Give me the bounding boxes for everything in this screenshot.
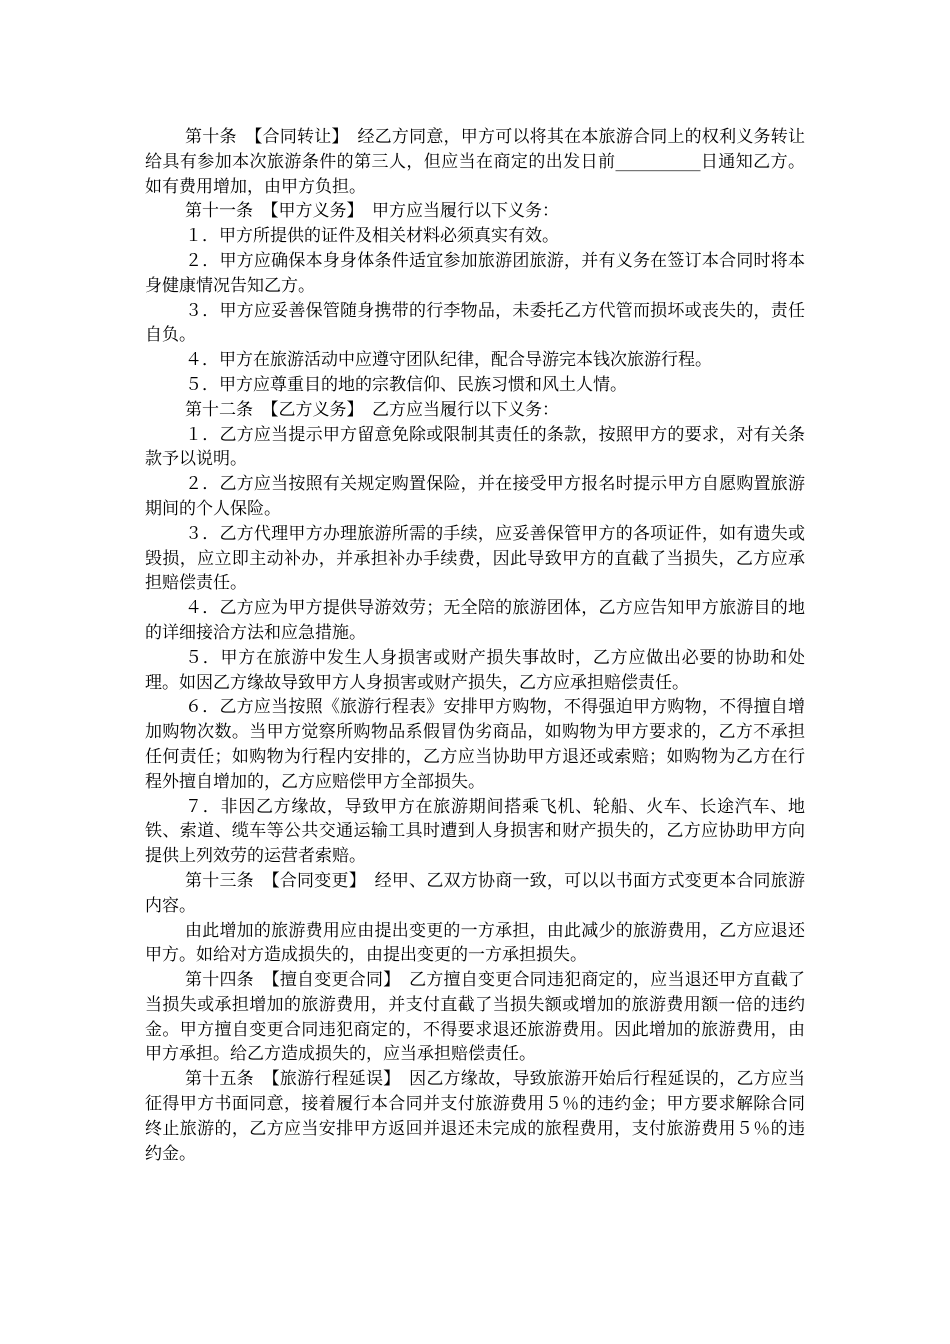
document-body: [145, 125, 805, 1166]
paragraph-article-12-item-2: ２．乙方应当按照有关规定购置保险，并在接受甲方报名时提示甲方自愿购置旅游期间的个人保险。: [145, 474, 805, 519]
paragraph-article-11-item-1: １．甲方所提供的证件及相关材料必须真实有效。: [185, 226, 559, 247]
paragraph-article-12-item-5: ５．甲方在旅游中发生人身损害或财产损失事故时，乙方应做出必要的协助和处理。如因乙方缘故导致甲方人身损害或财产损失，乙方应承担赔偿责任。: [145, 647, 805, 693]
paragraph-article-12-item-4: ４．乙方应为甲方提供导游效劳；无全陪的旅游团体，乙方应告知甲方旅游目的地的详细接洽方法和应急措施。: [145, 598, 805, 643]
paragraph-article-13: 第十三条 【合同变更】 经甲、乙双方协商一致，可以以书面方式变更本合同旅游内容。: [145, 870, 805, 916]
paragraph-article-11-item-5: ５．甲方应尊重目的地的宗教信仰、民族习惯和风土人情。: [185, 374, 627, 395]
paragraph-article-12-item-6: ６．乙方应当按照《旅游行程表》安排甲方购物，不得强迫甲方购物，不得擅自增加购物次数。当甲方觉察所购物品系假冒伪劣商品，如购物为甲方要求的，乙方不承担任何责任；如购物为行程内安排的，乙方应当协助甲方退还或索赔；如购物为乙方在行程外擅自增加的，乙方应赔偿甲方全部损失。: [145, 697, 805, 792]
paragraph-article-11-item-4: ４．甲方在旅游活动中应遵守团队纪律，配合导游完本钱次旅游行程。: [185, 350, 712, 371]
paragraph-article-11-item-2: ２．甲方应确保本身身体条件适宜参加旅游团旅游，并有义务在签订本合同时将本身健康情况告知乙方。: [145, 250, 805, 296]
paragraph-article-12-heading: 第十二条 【乙方义务】 乙方应当履行以下义务：: [185, 399, 559, 420]
paragraph-article-15: 第十五条 【旅游行程延误】 因乙方缘故，导致旅游开始后行程延误的，乙方应当征得甲方书面同意，接着履行本合同并支付旅游费用５％的违约金；甲方要求解除合同终止旅游的，乙方应当安排甲方返回并退还未完成的旅程费用，支付旅游费用５％的违约金。: [145, 1069, 805, 1164]
paragraph-article-11-heading: 第十一条 【甲方义务】 甲方应当履行以下义务：: [185, 201, 559, 222]
paragraph-article-14: 第十四条 【擅自变更合同】 乙方擅自变更合同违犯商定的，应当退还甲方直截了当损失或承担增加的旅游费用，并支付直截了当损失额或增加的旅游费用额一倍的违约金。甲方擅自变更合同违犯商定的，不得要求退还旅游费用。因此增加的旅游费用，由甲方承担。给乙方造成损失的，应当承担赔偿责任。: [145, 970, 805, 1065]
paragraph-article-12-item-7: ７．非因乙方缘故，导致甲方在旅游期间搭乘飞机、轮船、火车、长途汽车、地铁、索道、缆车等公共交通运输工具时遭到人身损害和财产损失的，乙方应协助甲方向提供上列效劳的运营者索赔。: [145, 796, 805, 867]
paragraph-article-12-item-1: １．乙方应当提示甲方留意免除或限制其责任的条款，按照甲方的要求，对有关条款予以说明。: [145, 424, 805, 470]
paragraph-article-11-item-3: ３．甲方应妥善保管随身携带的行李物品，未委托乙方代管而损坏或丧失的，责任自负。: [145, 300, 805, 346]
paragraph-article-12-item-3: ３．乙方代理甲方办理旅游所需的手续，应妥善保管甲方的各项证件，如有遗失或毁损，应立即主动补办，并承担补办手续费，因此导致甲方的直截了当损失，乙方应承担赔偿责任。: [145, 523, 805, 594]
paragraph-article-10: 第十条 【合同转让】 经乙方同意，甲方可以将其在本旅游合同上的权利义务转让给具有参加本次旅游条件的第三人，但应当在商定的出发日前__________日通知乙方。如有费用增加，由甲方负担。: [145, 127, 805, 197]
paragraph-article-13-continued: 由此增加的旅游费用应由提出变更的一方承担，由此减少的旅游费用，乙方应退还甲方。如给对方造成损失的，由提出变更的一方承担损失。: [145, 920, 805, 966]
